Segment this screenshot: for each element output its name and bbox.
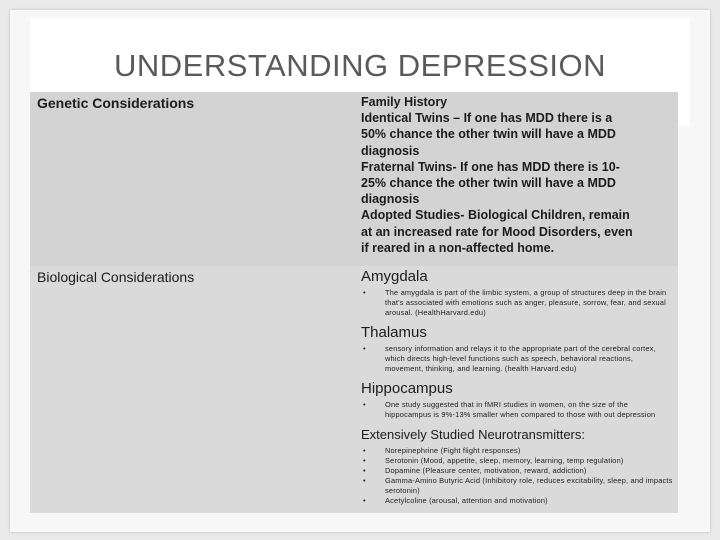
genetic-line: 50% chance the other twin will have a MDD: [361, 127, 616, 142]
list-item: [361, 496, 673, 506]
bullet: •: [363, 496, 366, 505]
genetic-line: diagnosis: [361, 192, 420, 207]
list-item-text: One study suggested that in fMRI studies in women, on the size of the hippocampus is 9%-13% smaller when compared to those with out depression: [385, 400, 656, 419]
genetic-line: Fraternal Twins- If one has MDD there is 10-: [361, 159, 620, 174]
genetic-label: Genetic Considerations: [37, 95, 195, 111]
table-row-genetic: [30, 92, 678, 266]
genetic-line: if reared in a non-affected home.: [361, 240, 555, 255]
list-item-text: sensory information and relays it to the appropriate part of the cerebral cortex, which directs high-level functions such as speech, behavioral reactions, movement, thinking, and learning. (health Harvard.edu): [385, 344, 656, 373]
list-item: [361, 400, 673, 420]
bullet: •: [363, 400, 366, 409]
list-item-text: Serotonin (Mood, appetite, sleep, memory, learning, temp regulation): [385, 456, 624, 465]
genetic-line: 25% chance the other twin will have a MDD: [361, 176, 616, 191]
slide-title: UNDERSTANDING DEPRESSION: [114, 48, 606, 83]
amygdala-list: [361, 288, 673, 318]
hippocampus-list: [361, 400, 673, 420]
list-item-text: Norepinephrine (Fight flight responses): [385, 446, 521, 455]
amygdala-heading: Amygdala: [361, 268, 428, 285]
list-item-text: Gamma-Amino Butyric Acid (Inhibitory role, reduces excitability, sleep, and impacts serotonin): [385, 476, 673, 495]
list-item: [361, 476, 673, 496]
genetic-line: Family History: [361, 95, 448, 109]
list-item-text: The amygdala is part of the limbic system, a group of structures deep in the brain that's associated with emotions such as anger, pleasure, sorrow, fear, and sexual arousal. (HealthHarvard.edu): [385, 288, 667, 317]
bullet: •: [363, 288, 366, 297]
bullet: •: [363, 344, 366, 353]
list-item: [361, 456, 673, 466]
genetic-line: Identical Twins – If one has MDD there is a: [361, 111, 613, 126]
bullet: •: [363, 466, 366, 475]
neurotransmitters-list: [361, 446, 673, 506]
thalamus-heading: Thalamus: [361, 324, 427, 341]
table-row-biological: [30, 266, 678, 513]
biological-content: [361, 268, 673, 512]
bullet: •: [363, 446, 366, 455]
biological-label: Biological Considerations: [37, 269, 195, 285]
list-item: [361, 446, 673, 456]
genetic-line: diagnosis: [361, 143, 420, 158]
genetic-line: at an increased rate for Mood Disorders, even: [361, 224, 633, 239]
bullet: •: [363, 476, 366, 485]
genetic-line: Adopted Studies- Biological Children, remain: [361, 208, 630, 223]
list-item: [361, 344, 673, 374]
bullet: •: [363, 456, 366, 465]
list-item-text: Dopamine (Pleasure center, motivation, reward, addiction): [385, 466, 587, 475]
list-item: [361, 288, 673, 318]
thalamus-list: [361, 344, 673, 374]
neurotransmitters-heading: Extensively Studied Neurotransmitters:: [361, 427, 585, 442]
hippocampus-heading: Hippocampus: [361, 380, 453, 397]
genetic-content: [361, 94, 673, 256]
list-item: [361, 466, 673, 476]
list-item-text: Acetylcoline (arousal, attention and motivation): [385, 496, 548, 505]
